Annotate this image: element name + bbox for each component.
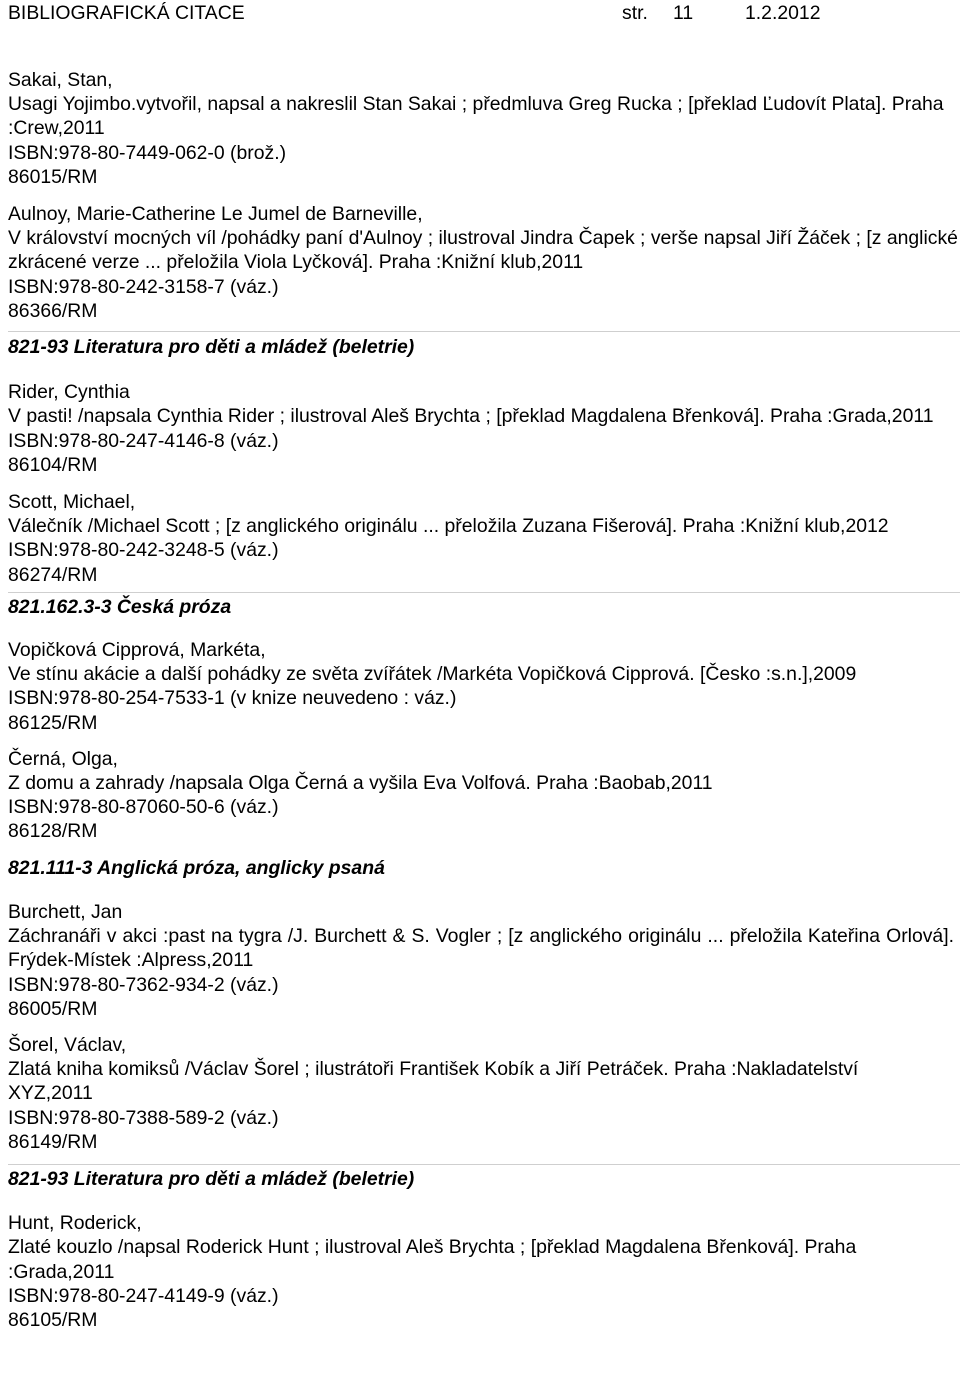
citation-author: Burchett, Jan bbox=[8, 900, 123, 923]
section-heading: 821-93 Literatura pro děti a mládež (beletrie) bbox=[8, 1167, 415, 1190]
citation-signature: 86015/RM bbox=[8, 165, 98, 188]
citation-entry bbox=[8, 1033, 952, 1154]
section-heading: 821.111-3 Anglická próza, anglicky psaná bbox=[8, 856, 385, 879]
citation-isbn: ISBN:978-80-7449-062-0 (brož.) bbox=[8, 141, 287, 164]
citation-isbn: ISBN:978-80-247-4149-9 (váz.) bbox=[8, 1284, 279, 1307]
header-title: BIBLIOGRAFICKÁ CITACE bbox=[8, 2, 245, 24]
section-heading: 821-93 Literatura pro děti a mládež (beletrie) bbox=[8, 336, 415, 359]
citation-signature: 86125/RM bbox=[8, 711, 98, 734]
citation-isbn: ISBN:978-80-7362-934-2 (váz.) bbox=[8, 973, 279, 996]
citation-author: Vopičková Cipprová, Markéta, bbox=[8, 639, 266, 662]
citation-title: Záchranáři v akci :past na tygra /J. Burchett & S. Vogler ; [z anglického originálu ... přeložila Kateřina Orlová]. Frýdek-Místek :Alpress,2011 bbox=[8, 925, 954, 972]
citation-signature: 86104/RM bbox=[8, 453, 98, 476]
header-page-number: 11 bbox=[673, 2, 694, 24]
citation-author: Scott, Michael, bbox=[8, 491, 136, 514]
citation-signature: 86128/RM bbox=[8, 820, 98, 843]
header-date: 1.2.2012 bbox=[745, 2, 821, 24]
citation-title: Zlaté kouzlo /napsal Roderick Hunt ; ilustroval Aleš Brychta ; [překlad Magdalena Břenková]. Praha :Grada,2011 bbox=[8, 1236, 857, 1283]
citation-author: Šorel, Václav, bbox=[8, 1033, 127, 1056]
citation-title: Z domu a zahrady /napsala Olga Černá a vyšila Eva Volfová. Praha :Baobab,2011 bbox=[8, 772, 713, 795]
citation-title: Válečník /Michael Scott ; [z anglického originálu ... přeložila Zuzana Fišerová]. Praha :Knižní klub,2012 bbox=[8, 515, 889, 538]
citation-title: Usagi Yojimbo.vytvořil, napsal a nakreslil Stan Sakai ; předmluva Greg Rucka ; [překlad Ľudovít Plata]. Praha :Crew,2011 bbox=[8, 93, 944, 140]
block-3 bbox=[8, 844, 952, 1154]
citation-entry bbox=[8, 68, 952, 189]
citation-entry bbox=[8, 747, 952, 844]
block-1 bbox=[8, 332, 952, 587]
citation-isbn: ISBN:978-80-242-3158-7 (váz.) bbox=[8, 275, 279, 298]
citation-author: Černá, Olga, bbox=[8, 747, 118, 770]
citation-entry bbox=[8, 490, 952, 587]
citation-title: V království mocných víl /pohádky paní d'Aulnoy ; ilustroval Jindra Čapek ; verše napsal Jiří Žáček ; [z anglické zkrácené verze ... přeložila Viola Lyčková]. Praha :Knižní klub,2011 bbox=[8, 227, 958, 274]
section-heading: 821.162.3-3 Česká próza bbox=[8, 595, 232, 618]
citation-signature: 86005/RM bbox=[8, 997, 98, 1020]
citation-signature: 86274/RM bbox=[8, 563, 98, 586]
citation-entry bbox=[8, 638, 952, 735]
citation-author: Hunt, Roderick, bbox=[8, 1212, 142, 1235]
citation-author: Aulnoy, Marie-Catherine Le Jumel de Barneville, bbox=[8, 203, 423, 226]
citation-title: Ve stínu akácie a další pohádky ze světa zvířátek /Markéta Vopičková Cipprová. [Česko :s.n.],2009 bbox=[8, 663, 857, 686]
citation-isbn: ISBN:978-80-254-7533-1 (v knize neuvedeno : váz.) bbox=[8, 687, 457, 710]
citation-title: Zlatá kniha komiksů /Václav Šorel ; ilustrátoři František Kobík a Jiří Petráček. Praha :Nakladatelství XYZ,2011 bbox=[8, 1058, 859, 1105]
citation-signature: 86105/RM bbox=[8, 1308, 98, 1331]
block-4 bbox=[8, 1165, 952, 1332]
citation-title: V pasti! /napsala Cynthia Rider ; ilustroval Aleš Brychta ; [překlad Magdalena Břenková]. Praha :Grada,2011 bbox=[8, 405, 934, 428]
page-header bbox=[8, 1, 952, 25]
citation-entry bbox=[8, 202, 958, 323]
citation-entry bbox=[8, 1211, 952, 1332]
citation-author: Rider, Cynthia bbox=[8, 381, 130, 404]
block-0 bbox=[8, 25, 958, 323]
citation-isbn: ISBN:978-80-247-4146-8 (váz.) bbox=[8, 429, 279, 452]
header-page-label: str. bbox=[622, 2, 648, 24]
citation-signature: 86366/RM bbox=[8, 299, 98, 322]
block-2 bbox=[8, 593, 952, 844]
citation-entry bbox=[8, 900, 952, 1021]
citation-author: Sakai, Stan, bbox=[8, 69, 113, 91]
document-page bbox=[8, 0, 958, 1332]
citation-isbn: ISBN:978-80-242-3248-5 (váz.) bbox=[8, 539, 279, 562]
citation-isbn: ISBN:978-80-7388-589-2 (váz.) bbox=[8, 1106, 279, 1129]
citation-entry bbox=[8, 380, 952, 477]
citation-signature: 86149/RM bbox=[8, 1130, 98, 1153]
citation-isbn: ISBN:978-80-87060-50-6 (váz.) bbox=[8, 796, 279, 819]
